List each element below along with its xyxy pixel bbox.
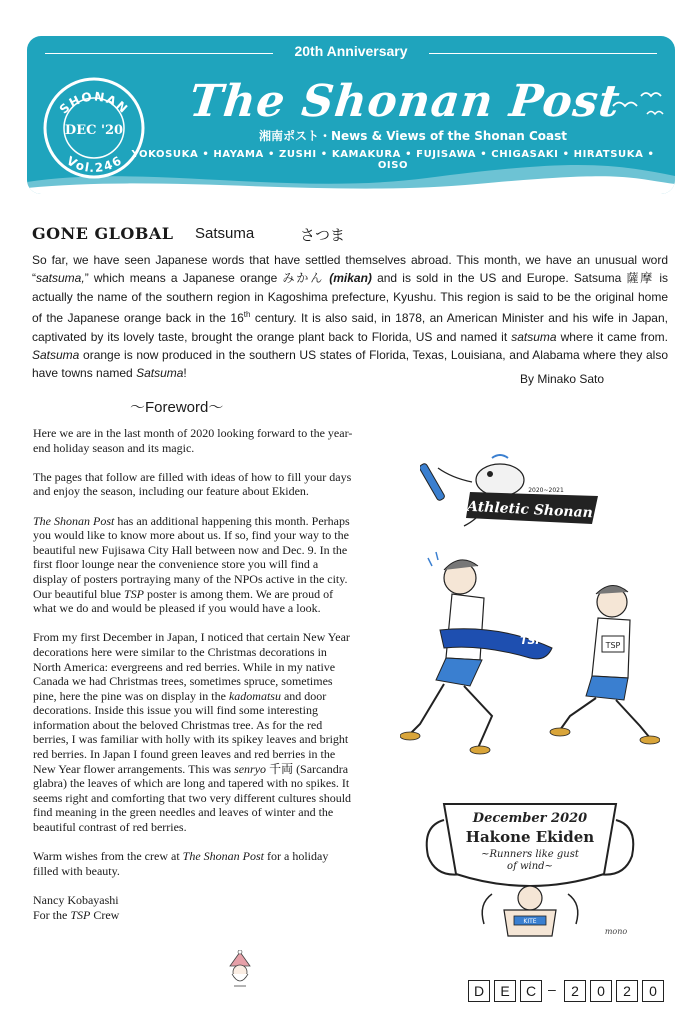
stamp-top-text: SHONAN <box>56 89 132 117</box>
date-box-year-digit: 0 <box>590 980 612 1002</box>
trophy-text-motto-2: of wind~ <box>507 861 553 872</box>
stamp-middle-text: DEC '20 <box>64 123 124 138</box>
date-dash: – <box>548 981 556 997</box>
masthead <box>27 36 675 194</box>
trophy-text-event: Hakone Ekiden <box>465 828 595 846</box>
featured-word-kana: さつま <box>300 226 346 244</box>
gone-global-article: So far, we have seen Japanese words that have settled themselves abroad. This month, we have an unusual word “satsuma,” which means a Japanese orange みかん (mikan) and is sold in the US and Europe. Satsuma 薩摩 is actually the name of the southern region in Kagoshima prefecture, Kyushu. This region is said to be the original home of the Japanese orange back in the 16th century. It is also said, in 1878, an American Minister and his wife in Japan, captivated by its lovely taste, brought the orange plant back to Florida, US and named it satsuma where it came from. Satsuma orange is now produced in the southern US states of Florida, Texas, Louisiana, and Alabama where they also have towns named Satsuma! <box>32 253 668 381</box>
date-box-year-digit: 0 <box>642 980 664 1002</box>
trophy-text-motto-1: ~Runners like gust <box>481 849 579 860</box>
stamp-bottom-text: Vol.246 <box>64 153 124 176</box>
newspaper-title: The Shonan Post <box>187 76 623 127</box>
issue-date-boxes <box>468 980 658 1004</box>
foreword-paragraph: The pages that follow are filled with ideas of how to fill your days and enjoy the season, including our feature about Ekiden. <box>33 469 352 499</box>
newspaper-subtitle: 湘南ポスト・News & Views of the Shonan Coast <box>258 129 568 143</box>
article-byline: By Minako Sato <box>520 372 605 386</box>
date-box-year-digit: 2 <box>616 980 638 1002</box>
foreword-paragraph: Here we are in the last month of 2020 looking forward to the year-end holiday season and its magic. <box>33 426 353 455</box>
date-box-year-digit: 2 <box>564 980 586 1002</box>
gone-global-header <box>32 224 432 248</box>
foreword-paragraph: From my first December in Japan, I noticed that certain New Year decorations here were similar to the Christmas decorations in North America: evergreens and red berries. While in my native Canada we had Christmas trees, sometimes spruce, sometimes pine, here the pine was on display in the kadomatsu and door decorations. Inside this issue you will find some interesting information about the beloved Christmas tree. As for the red berries, I was familiar with holly with its spikey leaves and bright red berries. In Japan I found green leaves and red berries in the New Year flower arrangements. This was senryo 千両 (Sarcandra glabra) the leaves of which are long and tapered with no spikes. It seems right and comforting that two very different cultures should find meaning in the green needles and leaves of winter and the beautiful contrast of red berries. <box>33 630 352 835</box>
banner-text: Athletic Shonan <box>466 498 594 522</box>
foreword-title: ～Foreword～ <box>130 399 224 416</box>
hakone-ekiden-trophy-illustration <box>420 790 640 940</box>
anniversary-label: 20th Anniversary <box>294 43 408 59</box>
wave-decoration <box>27 154 675 194</box>
date-box-month-letter: D <box>468 980 490 1002</box>
foreword-paragraph: The Shonan Post has an additional happening this month. Perhaps you would like to know more about us. If so, find your way to the beautiful new Fujisawa City Hall between now and Dec. 9. In the first floor lounge near the convenience store you will find a display of posters portraying many of the NPOs active in the city. Our beautiful blue TSP poster is among them. We are proud of what we do and would be pleased if you would have a look. <box>33 513 350 616</box>
athletic-shonan-mascot-illustration <box>420 452 610 542</box>
kite-label: KITE <box>523 918 537 925</box>
section-label: GONE GLOBAL <box>32 224 174 243</box>
sash-text: TSP <box>520 634 544 647</box>
svg-text:SHONAN <box>57 89 131 116</box>
date-box-month-letter: E <box>494 980 516 1002</box>
foreword-paragraph: Warm wishes from the crew at The Shonan Post for a holiday filled with beauty. <box>33 849 329 878</box>
trophy-text-date: December 2020 <box>472 811 588 826</box>
santa-sketch-icon <box>220 950 260 990</box>
towns-line: YOKOSUKA • HAYAMA • ZUSHI • KAMAKURA • FUJISAWA • CHIGASAKI • HIRATSUKA • OISO <box>131 149 655 171</box>
date-box-month-letter: C <box>520 980 542 1002</box>
bib-text: TSP <box>605 641 621 650</box>
banner-years: 2020~2021 <box>528 487 564 494</box>
foreword-body <box>33 426 355 922</box>
artist-signature: mono <box>604 927 628 936</box>
relay-runners-illustration <box>400 548 660 758</box>
anniversary-rule-right <box>429 53 657 54</box>
foreword-signature: Nancy Kobayashi For the TSP Crew <box>33 893 120 922</box>
featured-word: Satsuma <box>195 225 255 242</box>
